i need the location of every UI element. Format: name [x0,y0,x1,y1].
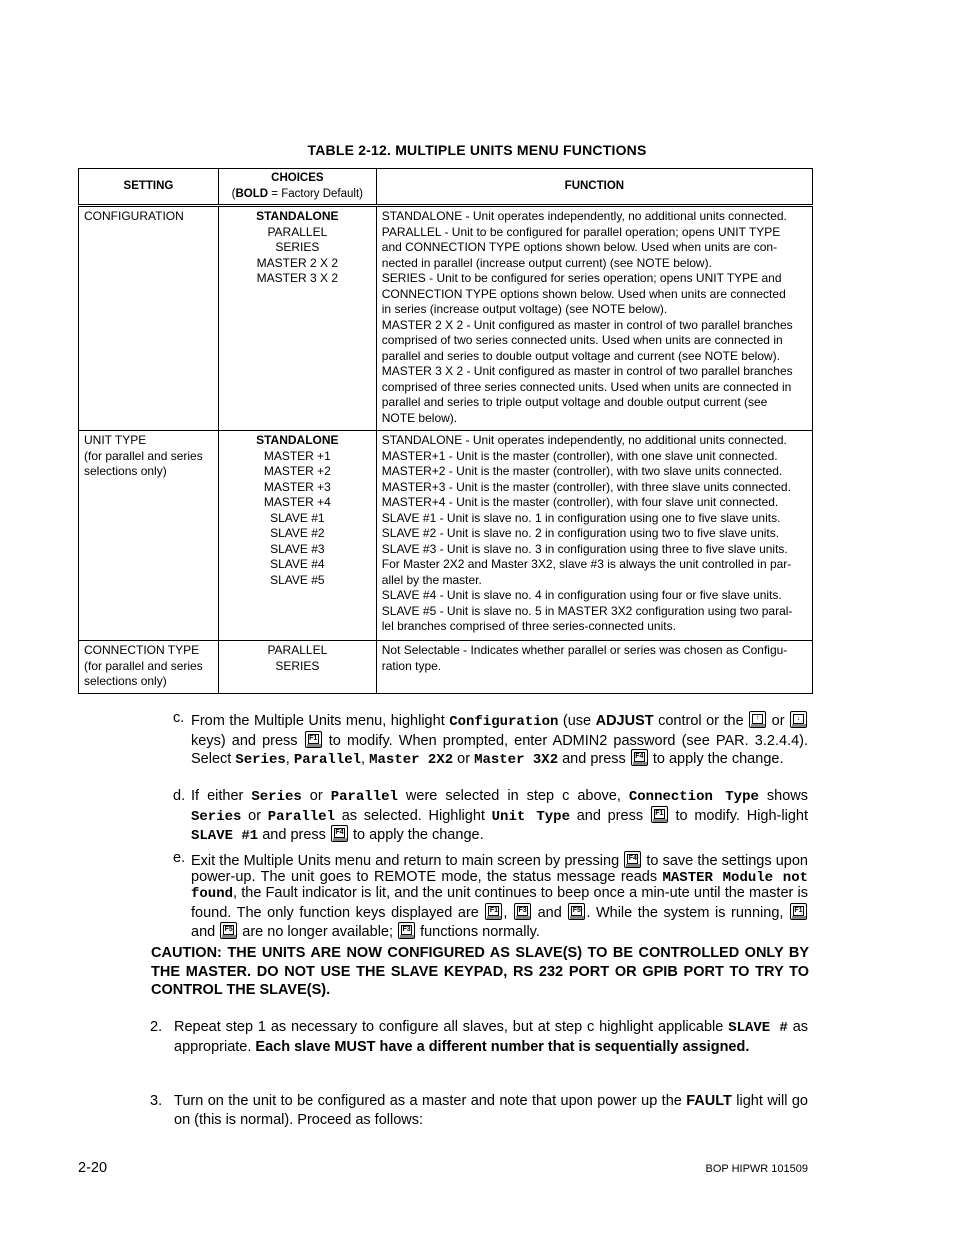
cell-function [376,641,812,694]
step-d-mono: SLAVE #1 [191,828,259,845]
choice-item: SLAVE #2 [270,526,325,540]
step-e-label: e. [173,850,186,866]
step-c-mono: Master 2X2 [369,752,454,769]
choice-item: SLAVE #1 [270,510,325,525]
function-line: lel branches comprised of three series-connected units. [381,619,676,633]
f1-key-glyph: F1 [794,907,803,915]
step-d [173,788,808,845]
f3-key-icon [398,922,415,939]
step-c-text: , [285,751,294,768]
choice-item: MASTER +3 [263,479,331,494]
caution-text: THE UNITS ARE NOW CONFIGURED AS SLAVE(S) TO BE CONTROLLED ONLY BY THE MASTER. DO NOT USE THE SLAVE KEYPAD, RS 232 PORT OR GPIB PORT TO TRY TO CONTROL THE SLAVE(S). [151,945,810,998]
up-arrow-key-glyph: ↑ [752,714,763,724]
setting-line: (for parallel and series [84,658,203,673]
caution-block [151,944,809,1000]
key-shadow [792,916,806,919]
function-line: parallel and series to double output voltage and current (see NOTE below). [381,348,780,363]
function-line: SLAVE #4 - Unit is slave no. 4 in configuration using four or five slave units. [381,588,782,602]
key-shadow [307,744,321,747]
choice-item: SLAVE #5 [270,572,325,587]
function-line: comprised of two series connected units. Used when units are connected in [381,333,783,347]
setting-line: (for parallel and series [84,448,203,463]
function-line: and CONNECTION TYPE options shown below. Used when units are con- [381,240,778,254]
table-title: TABLE 2-12. MULTIPLE UNITS MENU FUNCTIONS [307,142,647,158]
step-c-text: (use [558,713,596,729]
step-c-mono: Series [235,752,286,769]
function-line: comprised of three series connected units. Used when units are connected in [381,379,792,394]
step-c-text: and press [558,751,630,768]
step-e-text: , [503,905,514,922]
step-3-text: Turn on the unit to be configured as a master and note that upon power up the [174,1093,687,1109]
f1-key-icon [305,731,322,748]
function-line: parallel and series to triple output voltage and double output current (see [381,395,768,409]
numbered-step-3 [150,1092,808,1130]
step-d-text: or [301,788,331,804]
step-2-number: 2. [150,1019,163,1035]
function-line: SLAVE #5 - Unit is slave no. 5 in MASTER 3X2 configuration using two paral- [381,603,793,618]
choice-item: MASTER +2 [263,464,331,478]
step-c-label: c. [173,710,185,726]
step-e-text: . While the system is running, [586,905,789,922]
step-e-text: functions normally. [416,923,540,940]
step-c-text: or [767,713,790,729]
function-line: MASTER+1 - Unit is the master (controller), with one slave unit connected. [381,448,778,463]
choice-default: STANDALONE [256,209,339,223]
multiple-units-table [78,168,813,694]
function-line: SLAVE #1 - Unit is slave no. 1 in configuration using one to five slave units. [381,510,781,525]
table-row [79,206,813,431]
step-d-label: d. [173,788,186,804]
step-d-text: to modify. High-light [668,807,808,824]
setting-line: selections only) [84,464,167,478]
header-choices-sub [222,187,373,203]
cell-choices [218,641,376,694]
f5-key-glyph: F5 [224,925,233,933]
header-choices-label: CHOICES [271,172,324,184]
header-function: FUNCTION [376,169,812,206]
choice-item: SERIES [275,658,320,673]
table-header-row [79,169,813,206]
step-d-mono: Connection Type [628,789,759,805]
function-line: MASTER+2 - Unit is the master (controller), with two slave units connected. [381,464,783,478]
function-line: STANDALONE - Unit operates independently, no additional units connected. [381,433,787,447]
header-choices [218,169,376,206]
function-line: STANDALONE - Unit operates independently, no additional units connected. [381,209,787,223]
table-row [79,641,813,694]
function-line: nected in parallel (increase output current) (see NOTE below). [381,255,712,270]
key-shadow [570,916,584,919]
step-e-text: Exit the Multiple Units menu and return to main screen by pressing [191,853,624,869]
key-shadow [653,819,667,822]
step-e-text: and [532,905,568,922]
key-shadow [516,916,530,919]
step-c-text: to apply the change. [648,751,784,768]
choice-item: MASTER 2 X 2 [256,255,339,270]
function-line: MASTER 3 X 2 - Unit configured as master in control of two parallel branches [381,364,793,378]
function-line: CONNECTION TYPE options shown below. Used when units are connected [381,286,786,301]
header-setting: SETTING [79,169,219,206]
step-e [173,850,808,941]
setting-line: CONFIGURATION [84,209,184,223]
f4-key-icon [624,851,641,868]
step-d-text: shows [758,788,808,804]
function-line: PARALLEL - Unit to be configured for parallel operation; opens UNIT TYPE [381,224,781,239]
choice-item: SERIES [275,240,320,254]
function-line: MASTER+3 - Unit is the master (controller), with three slave units connected. [381,479,791,494]
step-e-text: are no longer available; [238,923,398,940]
down-arrow-key-glyph: ↓ [793,714,804,724]
f4-key-icon [331,825,348,842]
step-c-mono: Parallel [293,752,362,769]
function-line: Not Selectable - Indicates whether parallel or series was chosen as Configu- [381,643,788,657]
cell-choices [218,206,376,431]
key-shadow [333,838,347,841]
step-c-text: or [453,751,475,768]
f3-key-icon [514,903,531,920]
f5-key-glyph: F5 [572,907,581,915]
header-choices-paren: ( [231,187,236,200]
step-d-text: If either [191,788,252,804]
step-c-mono: Configuration [449,714,559,730]
header-choices-rest: = Factory Default) [268,187,364,200]
f4-key-glyph: F4 [635,753,644,761]
function-line: SERIES - Unit to be configured for series operation; opens UNIT TYPE and [381,271,782,285]
f1-key-icon [790,903,807,920]
f4-key-icon [631,749,648,766]
numbered-step-2 [150,1018,809,1057]
f1-key-glyph: F1 [655,809,664,817]
step-d-mono: Parallel [267,808,335,825]
cell-setting [79,431,219,641]
step-d-mono: Series [251,789,302,805]
key-shadow [487,916,501,919]
choice-item: SLAVE #3 [270,541,325,556]
function-line: ration type. [381,658,442,673]
step-e-text: and [191,923,220,940]
function-line: allel by the master. [381,572,482,587]
step-e-text: to save the settings upon power-up. The unit goes to REMOTE mode, the status message reads [191,853,808,885]
step-c-text: control or the [653,713,749,729]
step-c-text: keys) and press [191,732,304,749]
step-3-text: light will go on (this is normal). Proceed as follows: [174,1093,808,1128]
step-c-text: , [361,751,370,768]
cell-setting [79,641,219,694]
step-d-text: or [241,807,268,824]
up-arrow-key-icon [749,711,766,728]
choice-item: MASTER +4 [263,495,331,509]
caution-prefix: CAUTION: [151,945,222,961]
step-3-number: 3. [150,1093,163,1109]
f5-key-icon [568,903,585,920]
function-line: NOTE below). [381,410,458,425]
f1-key-icon [485,903,502,920]
step-e-mono: MASTER Module not found [191,869,808,903]
document-id: BOP HIPWR 101509 [705,1163,808,1175]
choice-item: MASTER +1 [263,448,331,463]
choice-item: MASTER 3 X 2 [256,271,339,285]
key-shadow [633,762,647,765]
function-line: MASTER+4 - Unit is the master (controller), with four slave unit connected. [381,495,779,509]
step-2-text: Repeat step 1 as necessary to configure all slaves, but at step c highlight applicable [174,1019,729,1035]
f1-key-glyph: F1 [309,734,318,742]
step-c-mono: Master 3X2 [474,752,559,769]
setting-line: selections only) [84,674,167,688]
step-3-bold: FAULT [686,1093,732,1109]
down-arrow-key-icon [790,711,807,728]
step-2-mono: SLAVE # [728,1020,788,1036]
f3-key-glyph: F3 [402,925,411,933]
page-number: 2-20 [78,1160,108,1176]
f1-key-glyph: F1 [489,907,498,915]
choice-default: STANDALONE [256,433,339,447]
step-c-text: to modify. When prompted, enter ADMIN2 password (see PAR. 3.2.4.4). Select [191,732,809,768]
step-d-text: as selected. Highlight [334,807,492,824]
f4-key-glyph: F4 [335,829,344,837]
cell-function [376,206,812,431]
cell-choices [218,431,376,641]
step-d-text: were selected in step c above, [397,788,629,804]
step-d-text: to apply the change. [348,827,484,844]
f4-key-glyph: F4 [628,855,637,862]
table-row [79,431,813,641]
step-c [173,710,809,769]
cell-setting [79,206,219,431]
step-d-mono: Unit Type [491,808,570,825]
setting-line: CONNECTION TYPE [84,643,200,657]
step-d-text: and press [569,807,650,824]
f3-key-glyph: F3 [518,907,527,915]
f1-key-icon [651,806,668,823]
choice-item: SLAVE #4 [270,557,325,571]
step-d-mono: Series [191,808,242,825]
function-line: For Master 2X2 and Master 3X2, slave #3 is always the unit controlled in par- [381,557,792,571]
key-shadow [751,724,765,727]
function-line: SLAVE #3 - Unit is slave no. 3 in configuration using three to five slave units. [381,541,788,556]
header-choices-bold: BOLD [235,187,269,200]
cell-function [376,431,812,641]
step-2-bold: Each slave MUST have a different number that is sequentially assigned. [255,1038,750,1055]
key-shadow [400,935,414,938]
step-e-text: , the Fault indicator is lit, and the unit continues to beep once a min-ute until the master is found. The only function keys displayed are [191,885,808,922]
step-c-bold: ADJUST [595,713,654,729]
step-c-text: From the Multiple Units menu, highlight [191,713,450,729]
key-shadow [792,724,806,727]
setting-line: UNIT TYPE [84,433,147,447]
step-2-text: as appropriate. [174,1019,809,1055]
function-line: in series (increase output voltage) (see NOTE below). [381,302,668,316]
choice-item: PARALLEL [267,224,328,239]
f5-key-icon [220,922,237,939]
step-d-mono: Parallel [330,789,398,805]
key-shadow [222,935,236,938]
step-d-text: and press [258,827,330,844]
function-line: MASTER 2 X 2 - Unit configured as master in control of two parallel branches [381,317,793,332]
function-line: SLAVE #2 - Unit is slave no. 2 in configuration using two to five slave units. [381,526,780,540]
key-shadow [626,864,640,867]
choice-item: PARALLEL [267,643,328,657]
